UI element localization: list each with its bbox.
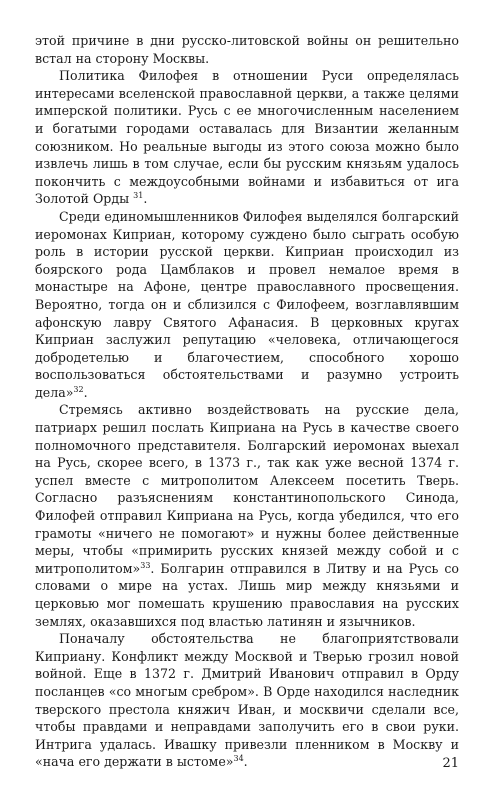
paragraph-tail: . — [243, 754, 248, 770]
paragraph-5 — [35, 630, 459, 771]
paragraph-text: Стремясь активно воздействовать на русские дела, патриарх решил послать Киприана на Русь в качестве своего полномочного представителя. Болгарский иеромонах выехал на Русь, скорее всего, в 1373 г., так как уже весной 1374 г. успел вместе с митрополитом Алексеем посетить Тверь. Согласно разъяснениям константинопольского Синода, Филофей отправил Киприана на Русь, когда убедился, что его грамоты «ничего не помогают» и нужны более действенные меры, чтобы «примирить русских князей между собой и с митрополитом» — [35, 402, 459, 576]
paragraph-4 — [35, 401, 459, 630]
paragraph-text: Политика Филофея в отношении Руси определялась интересами вселенской православной церкви, а также целями имперской политики. Русь с ее многочисленным населением и богатыми городами оставалась для Византии желанным союзником. Но реальные выгоды из этого союза можно было извлечь лишь в том случае, если бы русским князьям удалось покончить с междоусобными войнами и избавиться от ига Золотой Орды — [35, 68, 459, 207]
paragraph-text: Поначалу обстоятельства не благоприятствовали Киприану. Конфликт между Москвой и Тверью грозил новой войной. Еще в 1372 г. Дмитрий Иванович отправил в Орду посланцев «со многым сребром». В Орде находился наследник тверского престола княжич Иван, и москвичи сделали все, чтобы правдами и неправдами заполучить его в свои руки. Интрига удалась. Ивашку привезли пленником в Москву и «нача его держати в ыстоме» — [35, 631, 459, 770]
footnote-ref: 34 — [233, 754, 244, 764]
paragraph-2 — [35, 67, 459, 208]
page-number: 21 — [442, 756, 459, 771]
book-page — [35, 32, 459, 792]
paragraph-1 — [35, 32, 459, 67]
footnote-ref: 33 — [140, 560, 151, 570]
paragraph-text: этой причине в дни русско-литовской войны он решительно встал на сторону Москвы. — [35, 33, 459, 66]
paragraph-tail: . — [83, 384, 88, 400]
footnote-ref: 31 — [133, 191, 144, 201]
paragraph-3 — [35, 208, 459, 402]
paragraph-tail: . — [143, 191, 148, 207]
footnote-ref: 32 — [73, 384, 84, 394]
paragraph-text: Среди единомышленников Филофея выделялся болгарский иеромонах Киприан, которому суждено было сыграть особую роль в истории русской церкви. Киприан происходил из боярского рода Цамблаков и провел немалое время в монастыре на Афоне, центре православного просвещения. Вероятно, тогда он и сблизился с Филофеем, возглавлявшим афонскую лавру Святого Афанасия. В церковных кругах Киприан заслужил репутацию «человека, отличающегося добродетелью и благочестием, способного хорошо воспользоваться обстоятельствами и разумно устроить дела» — [35, 208, 459, 400]
body-text — [35, 32, 459, 771]
paragraph-tail: . Болгарин отправился в Литву и на Русь со словами о мире на устах. Лишь мир между князьями и церковью мог помешать крушению православия на русских землях, оказавшихся под властью латинян и язычников. — [35, 560, 459, 629]
